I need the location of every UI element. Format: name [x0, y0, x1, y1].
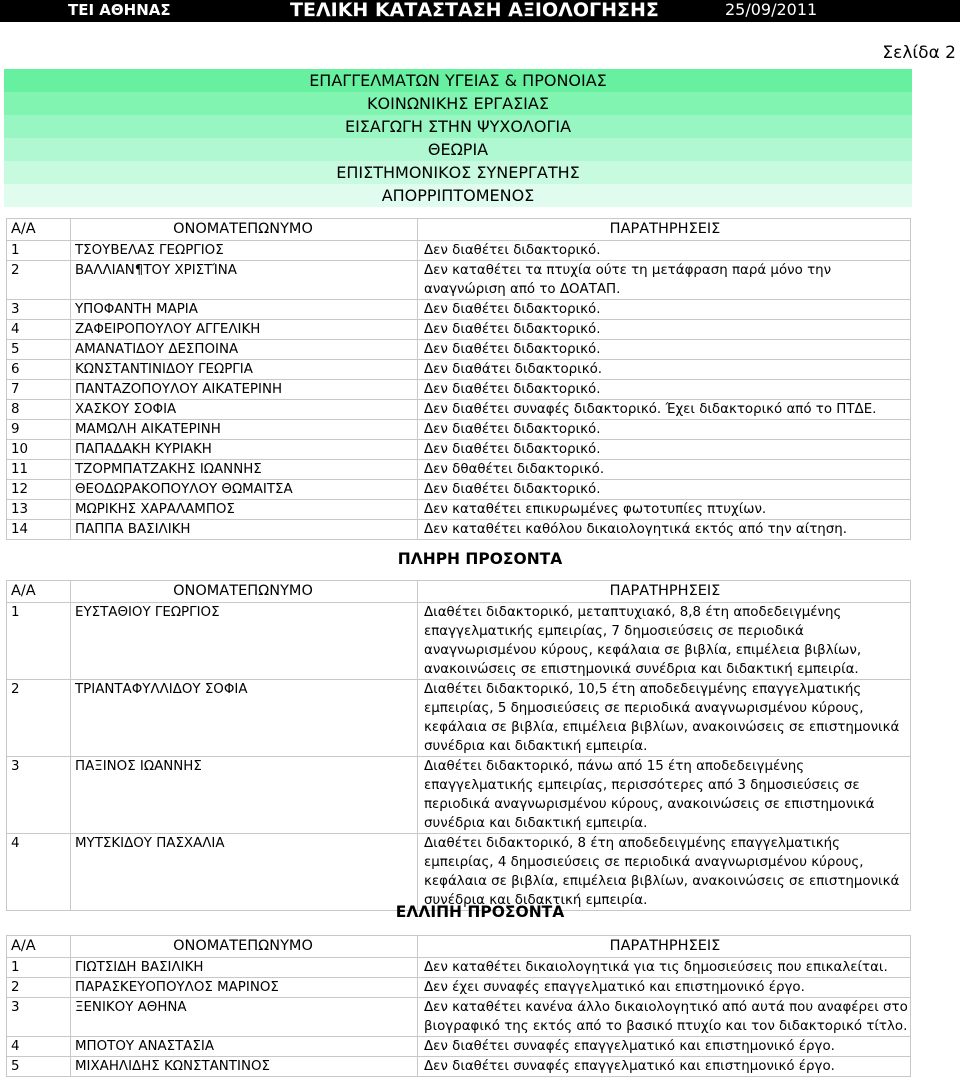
section-title-incomplete-qualifications: ΕΛΛΙΠΗ ΠΡΟΣΟΝΤΑ	[395, 903, 565, 921]
row-note: Διαθέτει διδακτορικό, μεταπτυχιακό, 8,8 έτη αποδεδειγμένης επαγγελματικής εμπειρίας, 7 δημοσιεύσεις σε περιοδικά αναγνωρισμένου κύρους, κεφάλαια σε βιβλία, επιμέλεια βιβλίων, ανακοινώσεις σε επιστημονικά συνέδρια και διδακτική εμπειρία.	[418, 603, 911, 680]
row-name: ΤΖΟΡΜΠΑΤΖΑΚΗΣ ΙΩΑΝΝΗΣ	[71, 460, 418, 480]
table-row	[7, 978, 911, 998]
report-header-bar	[0, 0, 960, 22]
table-row	[7, 340, 911, 360]
incomplete-qualifications-table	[6, 935, 911, 1077]
row-name: ΒΑΛΛΙΑΝ¶ΤΟΥ ΧΡΙΣΤΊΝΑ	[71, 261, 418, 300]
criteria-header	[4, 69, 912, 207]
row-name: ΠΑΞΙΝΟΣ ΙΩΑΝΝΗΣ	[71, 757, 418, 834]
institution-name: ΤΕΙ ΑΘΗΝΑΣ	[68, 1, 171, 19]
table-row	[7, 958, 911, 978]
criteria-specialty: ΚΟΙΝΩΝΙΚΗΣ ΕΡΓΑΣΙΑΣ	[4, 92, 912, 115]
row-number: 12	[7, 480, 71, 500]
column-header-name: ΟΝΟΜΑΤΕΠΩΝΥΜΟ	[71, 936, 418, 958]
row-name: ΥΠΟΦΑΝΤΗ ΜΑΡΙΑ	[71, 300, 418, 320]
table-row	[7, 998, 911, 1037]
criteria-department: ΕΠΑΓΓΕΛΜΑΤΩΝ ΥΓΕΙΑΣ & ΠΡΟΝΟΙΑΣ	[4, 69, 912, 92]
table-row	[7, 480, 911, 500]
table-row	[7, 420, 911, 440]
column-header-number: Α/Α	[7, 581, 71, 603]
table-row	[7, 520, 911, 540]
table-row	[7, 500, 911, 520]
row-number: 1	[7, 603, 71, 680]
row-note: Δεν δθαθέτει διδακτορικό.	[418, 460, 911, 480]
row-number: 9	[7, 420, 71, 440]
row-note: Δεν καταθέτει κανένα άλλο δικαιολογητικό από αυτά που αναφέρει στο βιογραφικό της εκτός από το βασικό πτυχίο και τον διδακτορικό τίτλο.	[418, 998, 911, 1037]
row-note: Δεν καταθέτει καθόλου δικαιολογητικά εκτός από την αίτηση.	[418, 520, 911, 540]
row-note: Δεν διαθέτει διδακτορικό.	[418, 380, 911, 400]
table-row	[7, 1037, 911, 1057]
row-note: Διαθέτει διδακτορικό, πάνω από 15 έτη αποδεδειγμένης επαγγελματικής εμπειρίας, περισσότερες από 3 δημοσιεύσεις σε περιοδικά αναγνωρισμένου κύρους, ανακοινώσεις σε επιστημονικά συνέδρια και διδακτική εμπειρία.	[418, 757, 911, 834]
rejected-table	[6, 218, 911, 540]
row-note: Δεν διαθέτει διδακτορικό.	[418, 300, 911, 320]
row-name: ΓΙΩΤΣΙΔΗ ΒΑΣΙΛΙΚΗ	[71, 958, 418, 978]
row-number: 4	[7, 1037, 71, 1057]
row-note: Διαθέτει διδακτορικό, 8 έτη αποδεδειγμένης επαγγελματικής εμπειρίας, 4 δημοσιεύσεις σε περιοδικά αναγνωρισμένου κύρους, κεφάλαια σε βιβλία, επιμέλεια βιβλίων, ανακοινώσεις σε επιστημονικά συνέδρια και διδακτική εμπειρία.	[418, 834, 911, 911]
column-header-number: Α/Α	[7, 219, 71, 241]
criteria-position: ΕΠΙΣΤΗΜΟΝΙΚΟΣ ΣΥΝΕΡΓΑΤΗΣ	[4, 161, 912, 184]
row-note: Δεν έχει συναφές επαγγελματικό και επιστημονικό έργο.	[418, 978, 911, 998]
table-row	[7, 400, 911, 420]
page-number: Σελίδα 2	[882, 43, 956, 63]
row-number: 14	[7, 520, 71, 540]
row-name: ΜΑΜΩΛΗ ΑΙΚΑΤΕΡΙΝΗ	[71, 420, 418, 440]
row-number: 5	[7, 340, 71, 360]
row-number: 11	[7, 460, 71, 480]
table-row	[7, 1057, 911, 1077]
full-qualifications-table	[6, 580, 911, 911]
row-note: Δεν καταθέτει τα πτυχία ούτε τη μετάφραση παρά μόνο την αναγνώριση από το ΔΟΑΤΑΠ.	[418, 261, 911, 300]
column-header-notes: ΠΑΡΑΤΗΡΗΣΕΙΣ	[418, 936, 911, 958]
table-row	[7, 241, 911, 261]
column-header-name: ΟΝΟΜΑΤΕΠΩΝΥΜΟ	[71, 581, 418, 603]
row-number: 4	[7, 320, 71, 340]
column-header-notes: ΠΑΡΑΤΗΡΗΣΕΙΣ	[418, 581, 911, 603]
report-title: ΤΕΛΙΚΗ ΚΑΤΑΣΤΑΣΗ ΑΞΙΟΛΟΓΗΣΗΣ	[290, 0, 659, 21]
row-note: Δεν διαθέτει διδακτορικό.	[418, 440, 911, 460]
row-name: ΜΠΟΤΟΥ ΑΝΑΣΤΑΣΙΑ	[71, 1037, 418, 1057]
column-header-number: Α/Α	[7, 936, 71, 958]
table-header-row	[7, 581, 911, 603]
row-name: ΠΑΝΤΑΖΟΠΟΥΛΟΥ ΑΙΚΑΤΕΡΙΝΗ	[71, 380, 418, 400]
table-row	[7, 261, 911, 300]
row-name: ΠΑΠΠΑ ΒΑΣΙΛΙΚΗ	[71, 520, 418, 540]
section-title-full-qualifications: ΠΛΗΡΗ ΠΡΟΣΟΝΤΑ	[397, 550, 563, 568]
row-note: Δεν διαθάτει διδακτορικό.	[418, 360, 911, 380]
row-number: 2	[7, 680, 71, 757]
table-row	[7, 680, 911, 757]
table-header-row	[7, 936, 911, 958]
table-row	[7, 320, 911, 340]
table-row	[7, 834, 911, 911]
table-header-row	[7, 219, 911, 241]
table-row	[7, 360, 911, 380]
row-note: Δεν διαθέτει διδακτορικό.	[418, 241, 911, 261]
row-name: ΤΣΟΥΒΕΛΑΣ ΓΕΩΡΓΙΟΣ	[71, 241, 418, 261]
row-name: ΜΩΡΙΚΗΣ ΧΑΡΑΛΑΜΠΟΣ	[71, 500, 418, 520]
table-row	[7, 460, 911, 480]
row-name: ΠΑΠΑΔΑΚΗ ΚΥΡΙΑΚΗ	[71, 440, 418, 460]
row-note: Δεν διαθέτει συναφές διδακτορικό. Έχει διδακτορικό από το ΠΤΔΕ.	[418, 400, 911, 420]
row-number: 6	[7, 360, 71, 380]
row-name: ΑΜΑΝΑΤΙΔΟΥ ΔΕΣΠΟΙΝΑ	[71, 340, 418, 360]
row-note: Δεν διαθέτει διδακτορικό.	[418, 480, 911, 500]
row-note: Δεν διαθέτει συναφές επαγγελματικό και επιστημονικό έργο.	[418, 1057, 911, 1077]
row-name: ΚΩΝΣΤΑΝΤΙΝΙΔΟΥ ΓΕΩΡΓΙΑ	[71, 360, 418, 380]
row-note: Διαθέτει διδακτορικό, 10,5 έτη αποδεδειγμένης επαγγελματικής εμπειρίας, 5 δημοσιεύσεις σε περιοδικά αναγνωρισμένου κύρους, κεφάλαια σε βιβλία, επιμέλεια βιβλίων, ανακοινώσεις σε επιστημονικά συνέδρια και διδακτική εμπειρία.	[418, 680, 911, 757]
row-note: Δεν διαθέτει διδακτορικό.	[418, 340, 911, 360]
table-row	[7, 300, 911, 320]
criteria-course-type: ΘΕΩΡΙΑ	[4, 138, 912, 161]
row-note: Δεν διαθέτει διδακτορικό.	[418, 420, 911, 440]
row-number: 2	[7, 978, 71, 998]
row-name: ΧΑΣΚΟΥ ΣΟΦΙΑ	[71, 400, 418, 420]
table-row	[7, 380, 911, 400]
row-name: ΞΕΝΙΚΟΥ ΑΘΗΝΑ	[71, 998, 418, 1037]
row-number: 5	[7, 1057, 71, 1077]
row-note: Δεν καταθέτει δικαιολογητικά για τις δημοσιεύσεις που επικαλείται.	[418, 958, 911, 978]
row-number: 7	[7, 380, 71, 400]
row-number: 1	[7, 241, 71, 261]
row-name: ΖΑΦΕΙΡΟΠΟΥΛΟΥ ΑΓΓΕΛΙΚΗ	[71, 320, 418, 340]
row-number: 3	[7, 757, 71, 834]
row-note: Δεν διαθέτει συναφές επαγγελματικό και επιστημονικό έργο.	[418, 1037, 911, 1057]
row-number: 4	[7, 834, 71, 911]
row-name: ΘΕΟΔΩΡΑΚΟΠΟΥΛΟΥ ΘΩΜΑΙΤΣΑ	[71, 480, 418, 500]
row-number: 2	[7, 261, 71, 300]
row-note: Δεν καταθέτει επικυρωμένες φωτοτυπίες πτυχίων.	[418, 500, 911, 520]
report-date: 25/09/2011	[725, 0, 818, 19]
row-number: 1	[7, 958, 71, 978]
column-header-name: ΟΝΟΜΑΤΕΠΩΝΥΜΟ	[71, 219, 418, 241]
criteria-status: ΑΠΟΡΡΙΠΤΟΜΕΝΟΣ	[4, 184, 912, 207]
row-name: ΤΡΙΑΝΤΑΦΥΛΛΙΔΟΥ ΣΟΦΙΑ	[71, 680, 418, 757]
row-number: 10	[7, 440, 71, 460]
row-number: 3	[7, 300, 71, 320]
row-name: ΜΥΤΣΚΙΔΟΥ ΠΑΣΧΑΛΙΑ	[71, 834, 418, 911]
row-number: 13	[7, 500, 71, 520]
row-number: 8	[7, 400, 71, 420]
table-row	[7, 440, 911, 460]
row-note: Δεν διαθέτει διδακτορικό.	[418, 320, 911, 340]
criteria-course: ΕΙΣΑΓΩΓΗ ΣΤΗΝ ΨΥΧΟΛΟΓΙΑ	[4, 115, 912, 138]
row-name: ΠΑΡΑΣΚΕΥΟΠΟΥΛΟΣ ΜΑΡΙΝΟΣ	[71, 978, 418, 998]
row-name: ΜΙΧΑΗΛΙΔΗΣ ΚΩΝΣΤΑΝΤΙΝΟΣ	[71, 1057, 418, 1077]
table-row	[7, 757, 911, 834]
table-row	[7, 603, 911, 680]
row-name: ΕΥΣΤΑΘΙΟΥ ΓΕΩΡΓΙΟΣ	[71, 603, 418, 680]
column-header-notes: ΠΑΡΑΤΗΡΗΣΕΙΣ	[418, 219, 911, 241]
row-number: 3	[7, 998, 71, 1037]
